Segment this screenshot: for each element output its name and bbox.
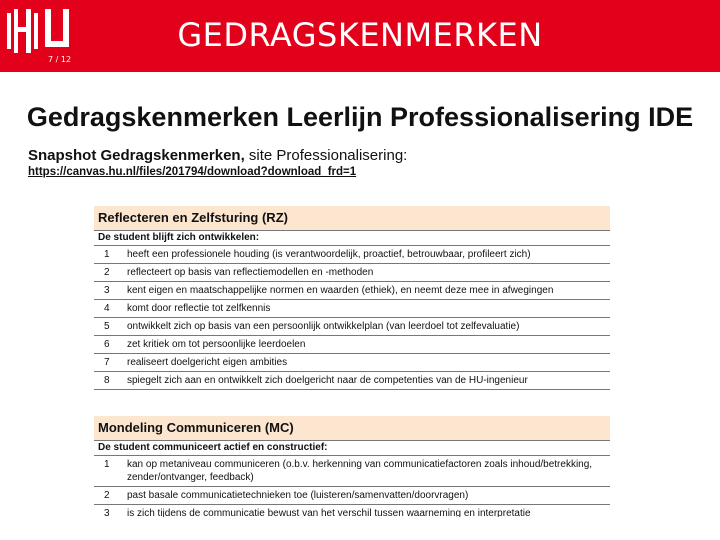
slide-title: GEDRAGSKENMERKEN: [177, 16, 543, 54]
table-row: [94, 505, 610, 517]
page-heading: Gedragskenmerken Leerlijn Professionalisering IDE: [26, 102, 694, 132]
row-number: 2: [104, 490, 110, 501]
download-link[interactable]: https://canvas.hu.nl/files/201794/download?download_frd=1: [28, 166, 357, 178]
row-text: komt door reflectie tot zelfkennis: [127, 303, 271, 314]
snapshot-line: [28, 147, 407, 164]
table-row: [94, 372, 610, 390]
row-number: 3: [104, 285, 110, 296]
section-header: Reflecteren en Zelfsturing (RZ): [94, 206, 610, 231]
section-subtitle: De student communiceert actief en constructief:: [94, 441, 610, 456]
header-banner: [0, 0, 720, 72]
table-row: [94, 282, 610, 300]
snapshot-rest: site Professionalisering:: [244, 147, 408, 164]
row-number: 6: [104, 339, 110, 350]
row-text: heeft een professionele houding (is verantwoordelijk, proactief, betrouwbaar, profileert zich): [127, 249, 531, 260]
section-subtitle: De student blijft zich ontwikkelen:: [94, 231, 610, 246]
row-text: kent eigen en maatschappelijke normen en waarden (ethiek), en neemt deze mee in afwegingen: [127, 285, 554, 296]
row-number: 7: [104, 357, 110, 368]
table-row: [94, 264, 610, 282]
hu-logo: [7, 9, 73, 53]
row-number: 5: [104, 321, 110, 332]
row-number: 4: [104, 303, 110, 314]
row-number: 3: [104, 508, 110, 517]
row-text: reflecteert op basis van reflectiemodellen en -methoden: [127, 267, 374, 278]
table-row: [94, 336, 610, 354]
mc-table: [94, 416, 610, 517]
row-text: realiseert doelgericht eigen ambities: [127, 357, 288, 368]
table-row: [94, 354, 610, 372]
section-header: Mondeling Communiceren (MC): [94, 416, 610, 441]
row-text: spiegelt zich aan en ontwikkelt zich doelgericht naar de competenties van de HU-ingenieur: [127, 375, 528, 386]
row-text: past basale communicatietechnieken toe (luisteren/samenvatten/doorvragen): [127, 490, 469, 501]
page-indicator: 7 / 12: [48, 55, 72, 64]
row-number: 2: [104, 267, 110, 278]
rz-table: [94, 206, 610, 390]
table-row: [94, 246, 610, 264]
table-row: [94, 487, 610, 505]
row-text: ontwikkelt zich op basis van een persoonlijk ontwikkelplan (van leerdoel tot zelfevaluatie): [127, 321, 520, 332]
row-number: 8: [104, 375, 110, 386]
row-number: 1: [104, 459, 110, 470]
table-row: [94, 456, 610, 487]
snapshot-label: Snapshot Gedragskenmerken,: [28, 147, 245, 164]
row-text: kan op metaniveau communiceren (o.b.v. herkenning van communicatiefactoren zoals inhoud/betrekking, zender/ontvanger, feedback): [127, 459, 593, 483]
row-number: 1: [104, 249, 110, 260]
table-row: [94, 300, 610, 318]
table-row: [94, 318, 610, 336]
row-text: is zich tijdens de communicatie bewust van het verschil tussen waarneming en interpretatie: [127, 508, 531, 517]
row-text: zet kritiek om tot persoonlijke leerdoelen: [127, 339, 306, 350]
